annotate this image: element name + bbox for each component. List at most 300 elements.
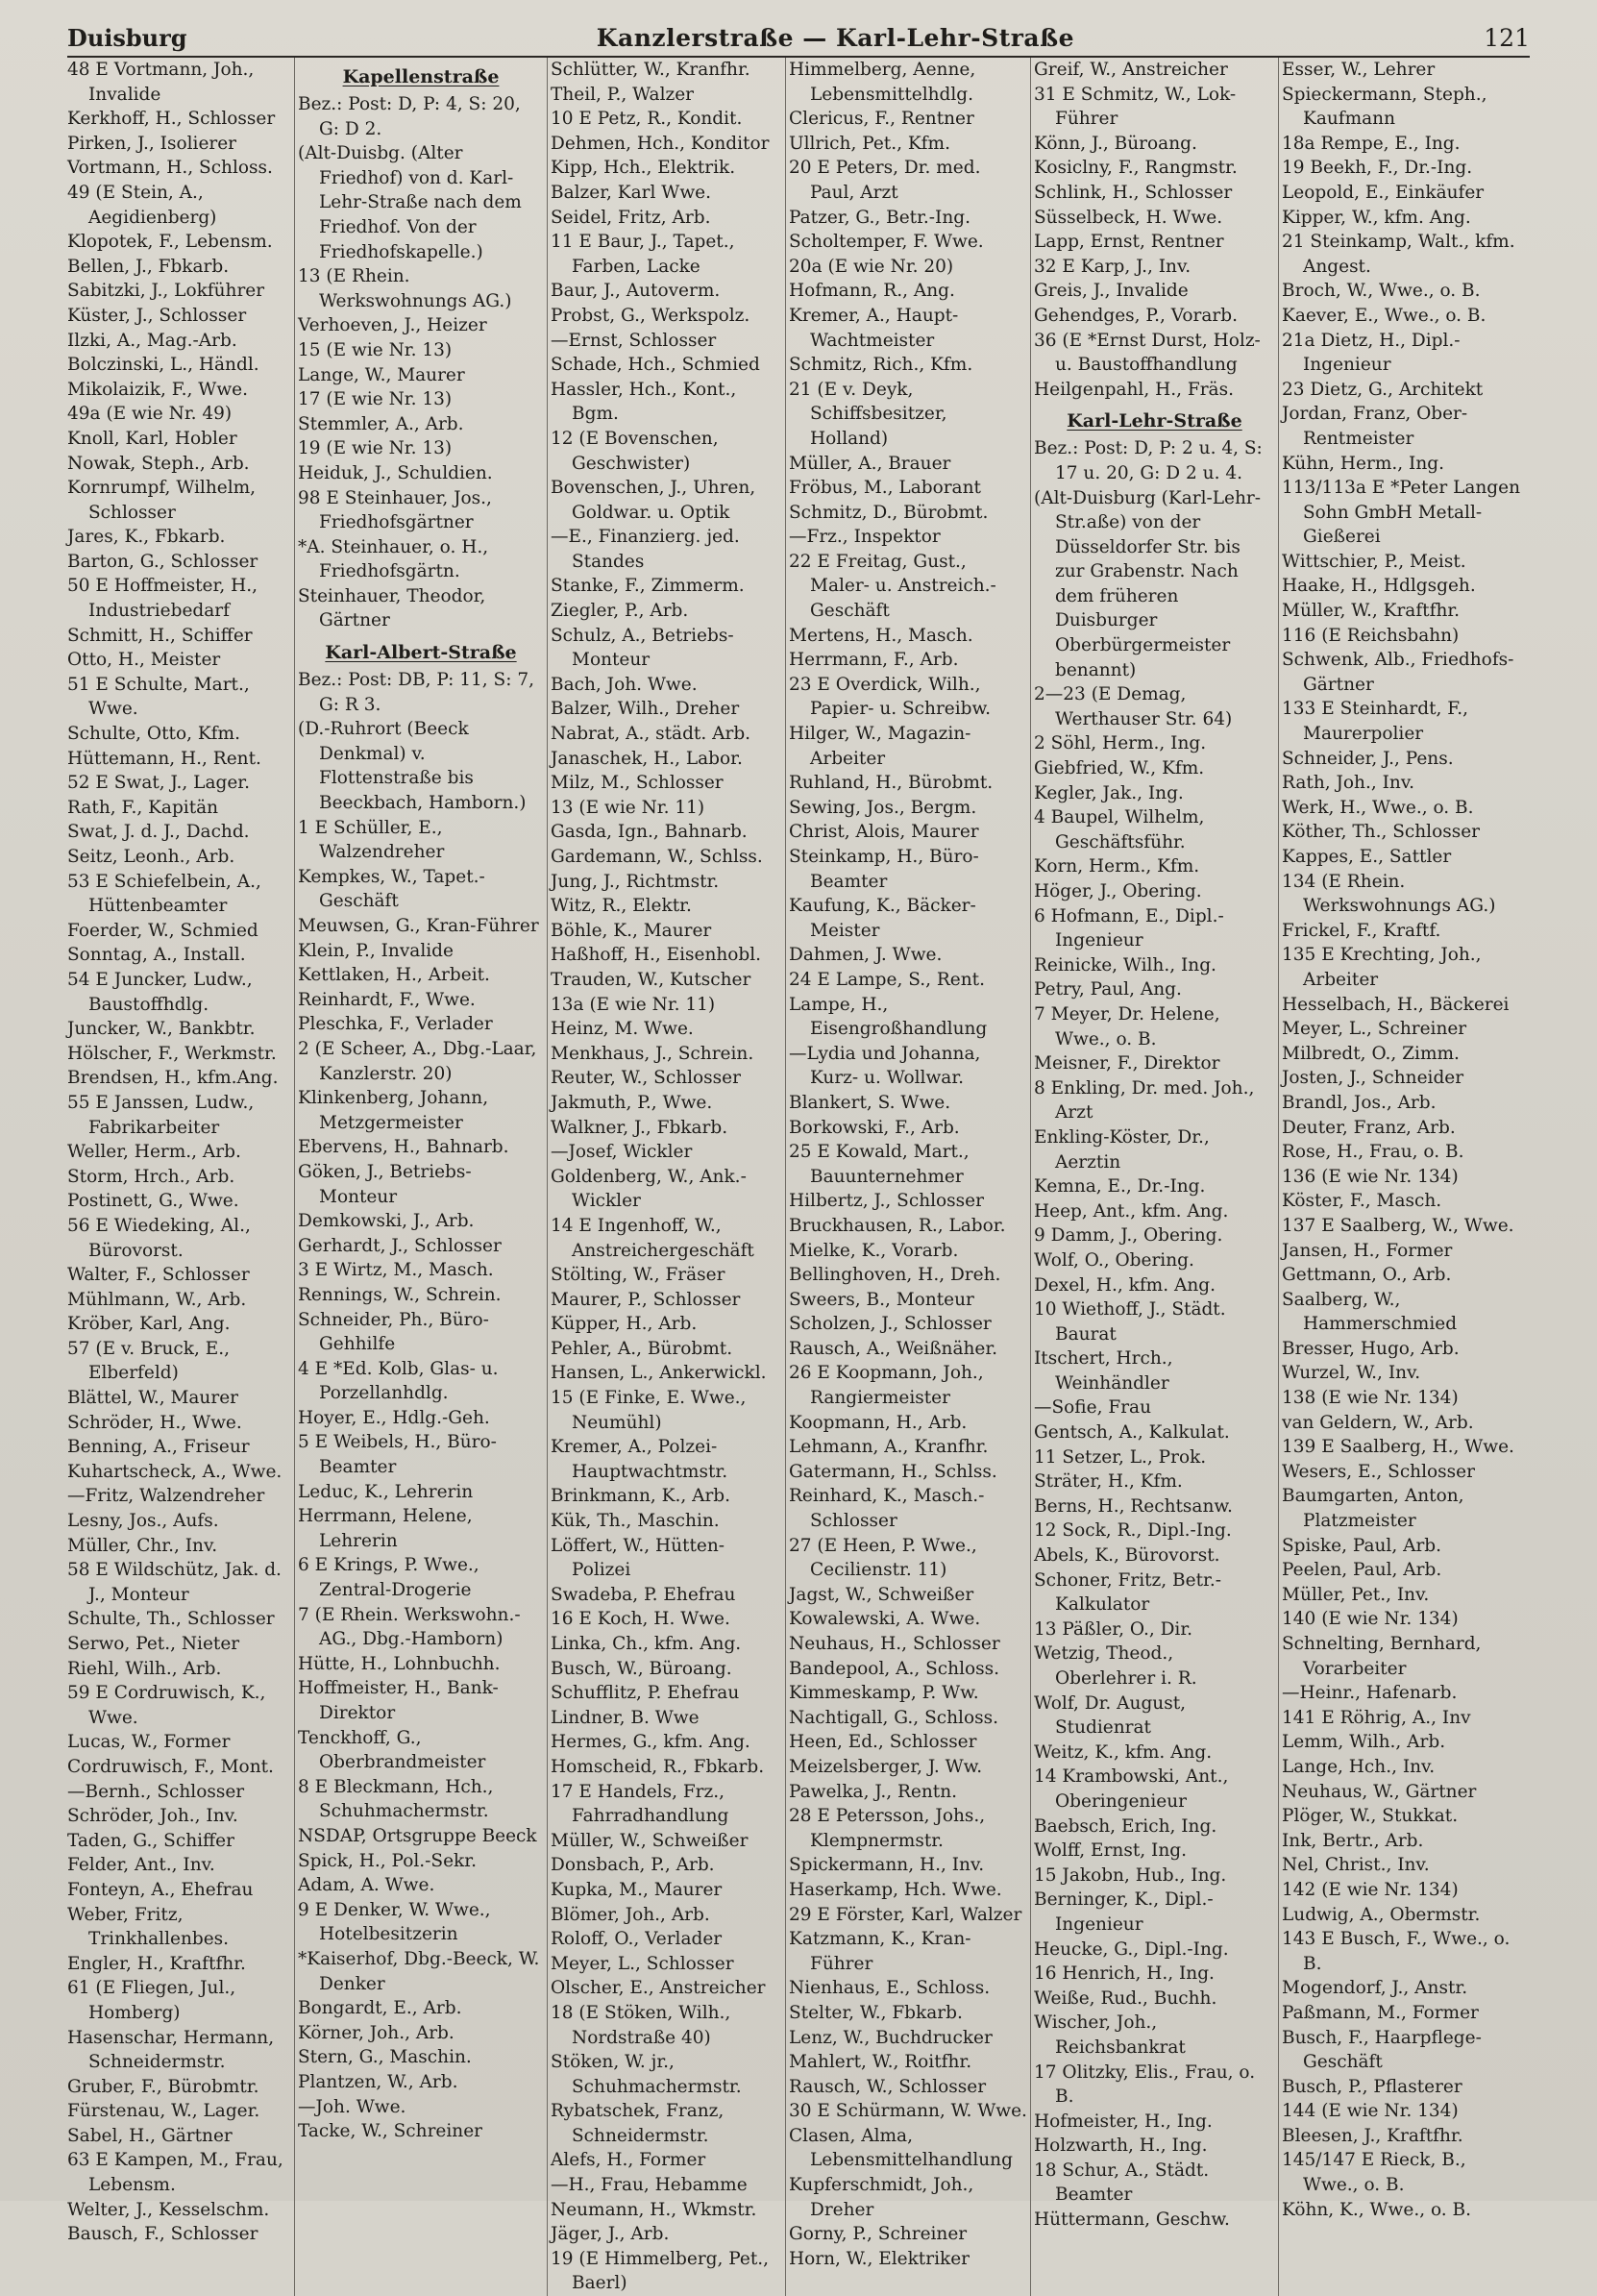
directory-entry: Reinhard, K., Masch.-Schlosser bbox=[789, 1486, 985, 1532]
directory-entry: Meyer, L., Schreiner bbox=[1282, 1019, 1467, 1040]
directory-entry: 23 E Overdick, Wilh., Papier- u. Schreibw. bbox=[789, 674, 992, 720]
directory-entry: Bach, Joh. Wwe. bbox=[551, 674, 698, 695]
directory-entry: Lampe, H., Eisengroßhandlung bbox=[789, 994, 988, 1040]
directory-entry: Weitz, K., kfm. Ang. bbox=[1034, 1741, 1213, 1763]
directory-entry: Demkowski, J., Arb. bbox=[298, 1211, 475, 1232]
directory-entry: Riehl, Wilh., Arb. bbox=[67, 1658, 222, 1679]
directory-entry: Wittschier, P., Meist. bbox=[1282, 551, 1466, 572]
directory-entry: Heen, Ed., Schlosser bbox=[789, 1732, 977, 1753]
directory-entry: Höger, J., Obering. bbox=[1034, 881, 1202, 901]
directory-entry: 14 Krambowski, Ant., Oberingenieur bbox=[1034, 1766, 1229, 1812]
directory-entry: Kupka, M., Maurer bbox=[551, 1879, 723, 1900]
directory-entry: Haßhoff, H., Eisenhobl. bbox=[551, 945, 762, 966]
directory-entry: —Heinr., Hafenarb. bbox=[1282, 1683, 1458, 1704]
directory-entry: Süsselbeck, H. Wwe. bbox=[1034, 207, 1223, 228]
directory-entry: (Alt-Duisburg (Karl-Lehr-Str.aße) von der Düsseldorfer Str. bis zur Grabenstr. Nach dem früheren Duisburger Oberbürgermeister benannt) bbox=[1034, 487, 1261, 680]
directory-entry: Taden, G., Schiffer bbox=[67, 1830, 234, 1851]
directory-entry: Kük, Th., Maschin. bbox=[551, 1511, 720, 1532]
directory-entry: 9 E Denker, W. Wwe., Hotelbesitzerin bbox=[298, 1899, 491, 1945]
directory-entry: Paßmann, M., Former bbox=[1282, 2002, 1479, 2023]
directory-entry: Jakmuth, P., Wwe. bbox=[551, 1092, 713, 1113]
directory-entry: 142 (E wie Nr. 134) bbox=[1282, 1879, 1459, 1900]
directory-entry: Knoll, Karl, Hobler bbox=[67, 428, 237, 449]
columns-container bbox=[67, 58, 1530, 2294]
directory-entry: Reinhardt, F., Wwe. bbox=[298, 989, 476, 1010]
directory-entry: 12 (E Bovenschen, Geschwister) bbox=[551, 428, 719, 474]
directory-entry: Heinz, M. Wwe. bbox=[551, 1019, 694, 1040]
directory-entry: Kühn, Herm., Ing. bbox=[1282, 453, 1444, 474]
directory-entry: 23 Dietz, G., Architekt bbox=[1282, 379, 1484, 400]
directory-entry: 51 E Schulte, Mart., Wwe. bbox=[67, 674, 250, 720]
directory-entry: 9 Damm, J., Obering. bbox=[1034, 1225, 1223, 1247]
directory-entry: Hasenschar, Hermann, Schneidermstr. bbox=[67, 2027, 275, 2073]
directory-entry: 30 E Schürmann, W. Wwe. bbox=[789, 2101, 1027, 2122]
directory-entry: Bleesen, J., Kraftfhr. bbox=[1282, 2125, 1463, 2146]
directory-entry: Kremer, A., Polzei-Hauptwachtmstr. bbox=[551, 1437, 728, 1482]
directory-entry: Stern, G., Maschin. bbox=[298, 2047, 472, 2068]
directory-entry: —Ernst, Schlosser bbox=[551, 330, 717, 351]
directory-entry: Göken, J., Betriebs-Monteur bbox=[298, 1161, 472, 1207]
directory-entry: 14 E Ingenhoff, W., Anstreichergeschäft bbox=[551, 1215, 754, 1261]
directory-entry: 134 (E Rhein. Werkswohnungs AG.) bbox=[1282, 871, 1496, 917]
directory-entry: Spiske, Paul, Arb. bbox=[1282, 1535, 1442, 1556]
directory-entry: Bellen, J., Fbkarb. bbox=[67, 256, 230, 277]
directory-entry: Hofmeister, H., Ing. bbox=[1034, 2111, 1213, 2132]
page-header bbox=[67, 13, 1530, 58]
street-section-title: Karl-Lehr-Straße bbox=[1067, 410, 1242, 432]
directory-entry: 138 (E wie Nr. 134) bbox=[1282, 1388, 1459, 1409]
directory-entry: Dexel, H., kfm. Ang. bbox=[1034, 1274, 1216, 1296]
directory-entry: Hesselbach, H., Bäckerei bbox=[1282, 994, 1510, 1015]
directory-entry: Nel, Christ., Inv. bbox=[1282, 1855, 1430, 1876]
directory-entry: Rath, F., Kapitän bbox=[67, 797, 219, 818]
directory-entry: Sweers, B., Monteur bbox=[789, 1289, 974, 1310]
directory-entry: Holzwarth, H., Ing. bbox=[1034, 2136, 1208, 2157]
directory-entry: Welter, J., Kesselschm. bbox=[67, 2199, 270, 2220]
directory-entry: 133 E Steinhardt, F., Maurerpolier bbox=[1282, 699, 1469, 745]
directory-entry: Donsbach, P., Arb. bbox=[551, 1855, 715, 1876]
directory-entry: Schröder, Joh., Inv. bbox=[67, 1806, 238, 1827]
directory-entry: Haserkamp, Hch. Wwe. bbox=[789, 1879, 1002, 1900]
directory-entry: Kipp, Hch., Elektrik. bbox=[551, 158, 736, 179]
directory-entry: Jansen, H., Former bbox=[1282, 1240, 1453, 1261]
directory-entry: Bresser, Hugo, Arb. bbox=[1282, 1338, 1460, 1359]
directory-entry: Meuwsen, G., Kran-Führer bbox=[298, 916, 539, 936]
directory-entry: Weller, Herm., Arb. bbox=[67, 1142, 241, 1163]
directory-entry: 26 E Koopmann, Joh., Rangiermeister bbox=[789, 1363, 984, 1409]
directory-entry: Spickermann, H., Inv. bbox=[789, 1855, 985, 1876]
directory-entry: Wolf, Dr. August, Studienrat bbox=[1034, 1692, 1187, 1739]
directory-entry: Broch, W., Wwe., o. B. bbox=[1282, 281, 1481, 302]
directory-entry: Schulz, A., Betriebs-Monteur bbox=[551, 625, 734, 671]
directory-entry: Lange, Hch., Inv. bbox=[1282, 1756, 1436, 1777]
directory-entry: Engler, H., Kraftfhr. bbox=[67, 1953, 246, 1974]
directory-entry: Seidel, Fritz, Arb. bbox=[551, 207, 711, 228]
directory-entry: Ludwig, A., Obermstr. bbox=[1282, 1904, 1481, 1925]
directory-entry: Herrmann, Helene, Lehrerin bbox=[298, 1506, 473, 1551]
directory-entry: Barton, G., Schlosser bbox=[67, 551, 258, 572]
directory-entry: Kosiclny, F., Rangmstr. bbox=[1034, 158, 1238, 179]
directory-entry: Itschert, Hrch., Weinhändler bbox=[1034, 1348, 1173, 1394]
directory-entry: 6 Hofmann, E., Dipl.-Ingenieur bbox=[1034, 905, 1224, 951]
directory-entry: 28 E Petersson, Johs., Klempnermstr. bbox=[789, 1806, 986, 1851]
directory-entry: Wolf, O., Obering. bbox=[1034, 1249, 1194, 1271]
directory-entry: Bez.: Post: DB, P: 11, S: 7, G: R 3. bbox=[298, 670, 534, 715]
directory-entry: Schwenk, Alb., Friedhofs-Gärtner bbox=[1282, 650, 1514, 695]
directory-entry: 7 (E Rhein. Werkswohn.-AG., Dbg.-Hamborn) bbox=[298, 1604, 521, 1650]
directory-entry: Bausch, F., Schlosser bbox=[67, 2224, 258, 2245]
directory-entry: 22 E Freitag, Gust., Maler- u. Anstreich.-Geschäft bbox=[789, 551, 996, 622]
directory-entry: Rybatschek, Franz, Schneidermstr. bbox=[551, 2101, 725, 2146]
directory-entry: Cordruwisch, F., Mont. bbox=[67, 1756, 274, 1777]
directory-entry: Clericus, F., Rentner bbox=[789, 109, 974, 130]
directory-entry: Hüttermann, Geschw. bbox=[1034, 2210, 1230, 2231]
directory-entry: Hilger, W., Magazin-Arbeiter bbox=[789, 724, 971, 769]
directory-entry: Kemna, E., Dr.-Ing. bbox=[1034, 1176, 1206, 1197]
directory-entry: Rausch, A., Weißnäher. bbox=[789, 1338, 998, 1359]
directory-entry: Haake, H., Hdlgsgeh. bbox=[1282, 576, 1476, 597]
directory-entry: Petry, Paul, Ang. bbox=[1034, 979, 1182, 1000]
directory-entry: Plöger, W., Stukkat. bbox=[1282, 1806, 1459, 1827]
directory-entry: Bez.: Post: D, P: 2 u. 4, S: 17 u. 20, G: D 2 u. 4. bbox=[1034, 438, 1263, 483]
directory-entry: Werk, H., Wwe., o. B. bbox=[1282, 797, 1474, 818]
directory-entry: 13 (E wie Nr. 11) bbox=[551, 797, 705, 818]
directory-entry: Mühlmann, W., Arb. bbox=[67, 1289, 247, 1310]
directory-entry: Maurer, P., Schlosser bbox=[551, 1289, 741, 1310]
column-1 bbox=[67, 58, 295, 2296]
directory-entry: 143 E Busch, F., Wwe., o. B. bbox=[1282, 1929, 1511, 1974]
directory-entry: (D.-Ruhrort (Beeck Denkmal) v. Flottenstraße bis Beeckbach, Hamborn.) bbox=[298, 719, 527, 814]
directory-entry: Walter, F., Schlosser bbox=[67, 1265, 250, 1286]
directory-entry: Wurzel, W., Inv. bbox=[1282, 1363, 1421, 1384]
directory-entry: *Kaiserhof, Dbg.-Beeck, W. Denker bbox=[298, 1948, 540, 1994]
directory-entry: Brandl, Jos., Arb. bbox=[1282, 1092, 1437, 1113]
directory-entry: Könn, J., Büroang. bbox=[1034, 133, 1197, 154]
directory-entry: 8 E Bleckmann, Hch., Schuhmachermstr. bbox=[298, 1776, 494, 1822]
directory-entry: Horn, W., Elektriker bbox=[789, 2248, 970, 2269]
directory-entry: Pirken, J., Isolierer bbox=[67, 133, 237, 154]
column-2 bbox=[298, 58, 548, 2296]
directory-entry: (Alt-Duisbg. (Alter Friedhof) von d. Karl-Lehr-Straße nach dem Friedhof. Von der Friedhofskapelle.) bbox=[298, 143, 522, 262]
directory-entry: Kappes, E., Sattler bbox=[1282, 847, 1452, 867]
directory-entry: 53 E Schiefelbein, A., Hüttenbeamter bbox=[67, 871, 261, 917]
directory-entry: Scholzen, J., Schlosser bbox=[789, 1314, 992, 1335]
directory-entry: Olscher, E., Anstreicher bbox=[551, 1978, 766, 1999]
directory-entry: Theil, P., Walzer bbox=[551, 84, 695, 105]
directory-entry: Bruckhausen, R., Labor. bbox=[789, 1215, 1006, 1236]
directory-entry: 16 E Koch, H. Wwe. bbox=[551, 1609, 730, 1630]
directory-entry: Böhle, K., Maurer bbox=[551, 920, 712, 941]
directory-entry: 116 (E Reichsbahn) bbox=[1282, 625, 1460, 646]
directory-entry: Schade, Hch., Schmied bbox=[551, 355, 760, 376]
directory-entry: Brinkmann, K., Arb. bbox=[551, 1486, 731, 1507]
directory-entry: Milz, M., Schlosser bbox=[551, 773, 724, 794]
street-section-title: Karl-Albert-Straße bbox=[325, 642, 517, 664]
directory-entry: Gatermann, H., Schlss. bbox=[789, 1461, 997, 1482]
directory-entry: Reinicke, Wilh., Ing. bbox=[1034, 954, 1216, 975]
directory-entry: Rose, H., Frau, o. B. bbox=[1282, 1142, 1464, 1163]
directory-entry: 3 E Wirtz, M., Masch. bbox=[298, 1260, 494, 1281]
directory-entry: Meyer, L., Schlosser bbox=[551, 1953, 734, 1974]
directory-entry: 36 (E *Ernst Durst, Holz- u. Baustoffhandlung bbox=[1034, 330, 1261, 376]
directory-entry: Mielke, K., Vorarb. bbox=[789, 1240, 959, 1261]
directory-entry: Pawelka, J., Rentn. bbox=[789, 1781, 957, 1802]
directory-entry: Serwo, Pet., Nieter bbox=[67, 1634, 240, 1654]
directory-entry: Kerkhoff, H., Schlosser bbox=[67, 109, 276, 130]
directory-entry: Blömer, Joh., Arb. bbox=[551, 1904, 710, 1925]
directory-entry: Milbredt, O., Zimm. bbox=[1282, 1043, 1460, 1064]
directory-entry: Köster, F., Masch. bbox=[1282, 1191, 1442, 1212]
directory-entry: Hüttemann, H., Rent. bbox=[67, 748, 261, 769]
directory-entry: Hassler, Hch., Kont., Bgm. bbox=[551, 379, 737, 425]
directory-entry: Berninger, K., Dipl.-Ingenieur bbox=[1034, 1889, 1214, 1935]
directory-entry: Goldenberg, W., Ank.-Wickler bbox=[551, 1166, 747, 1212]
directory-entry: Schneider, Ph., Büro-Gehhilfe bbox=[298, 1309, 489, 1355]
directory-entry: 24 E Lampe, S., Rent. bbox=[789, 969, 985, 990]
directory-entry: Juncker, W., Bankbtr. bbox=[67, 1019, 256, 1040]
directory-entry: Wetzig, Theod., Oberlehrer i. R. bbox=[1034, 1643, 1197, 1689]
directory-entry: Neumann, H., Wkmstr. bbox=[551, 2199, 757, 2220]
directory-entry: 15 Jakobn, Hub., Ing. bbox=[1034, 1864, 1227, 1886]
directory-entry: van Geldern, W., Arb. bbox=[1282, 1412, 1474, 1433]
directory-entry: Hoyer, E., Hdlg.-Geh. bbox=[298, 1407, 490, 1428]
directory-entry: Wesers, E., Schlosser bbox=[1282, 1461, 1475, 1482]
directory-entry: Stanke, F., Zimmerm. bbox=[551, 576, 745, 597]
directory-entry: 8 Enkling, Dr. med. Joh., Arzt bbox=[1034, 1077, 1255, 1123]
directory-entry: 20 E Peters, Dr. med. Paul, Arzt bbox=[789, 158, 981, 203]
directory-entry: 56 E Wiedeking, Al., Bürovorst. bbox=[67, 1215, 251, 1261]
directory-entry: Swadeba, P. Ehefrau bbox=[551, 1584, 736, 1605]
directory-entry: Menkhaus, J., Schrein. bbox=[551, 1043, 754, 1064]
directory-entry: 10 Wiethoff, J., Städt. Baurat bbox=[1034, 1299, 1226, 1345]
city-name: Duisburg bbox=[67, 24, 187, 52]
directory-entry: Nabrat, A., städt. Arb. bbox=[551, 724, 751, 745]
directory-entry: Witz, R., Elektr. bbox=[551, 896, 692, 917]
directory-entry: Lucas, W., Former bbox=[67, 1732, 231, 1753]
directory-entry: 27 (E Heen, P. Wwe., Cecilienstr. 11) bbox=[789, 1535, 977, 1581]
directory-entry: Trauden, W., Kutscher bbox=[551, 969, 751, 990]
directory-entry: Mikolaizik, F., Wwe. bbox=[67, 379, 248, 400]
directory-entry: Bolczinski, L., Händl. bbox=[67, 355, 259, 376]
directory-entry: Clasen, Alma, Lebensmittelhandlung bbox=[789, 2125, 1013, 2171]
directory-entry: 18 Schur, A., Städt. Beamter bbox=[1034, 2160, 1210, 2206]
directory-entry: Benning, A., Friseur bbox=[67, 1437, 250, 1458]
directory-entry: Frickel, F., Kraftf. bbox=[1282, 920, 1441, 941]
directory-entry: 11 Setzer, L., Prok. bbox=[1034, 1446, 1207, 1468]
directory-entry: Hoffmeister, H., Bank-Direktor bbox=[298, 1678, 499, 1723]
directory-entry: Schulte, Th., Schlosser bbox=[67, 1609, 275, 1630]
directory-entry: Jung, J., Richtmstr. bbox=[551, 871, 720, 892]
column-3 bbox=[551, 58, 786, 2296]
directory-entry: 13 (E Rhein. Werkswohnungs AG.) bbox=[298, 266, 512, 311]
directory-entry: Deuter, Franz, Arb. bbox=[1282, 1117, 1456, 1138]
directory-entry: 19 Beekh, F., Dr.-Ing. bbox=[1282, 158, 1473, 179]
directory-entry: 1 E Schüller, E., Walzendreher bbox=[298, 817, 445, 863]
directory-entry: —Lydia und Johanna, Kurz- u. Wollwar. bbox=[789, 1043, 981, 1089]
directory-entry: Alefs, H., Former bbox=[551, 2150, 706, 2171]
directory-entry: 55 E Janssen, Ludw., Fabrikarbeiter bbox=[67, 1092, 255, 1138]
directory-entry: Kaever, E., Wwe., o. B. bbox=[1282, 305, 1486, 326]
directory-entry: Saalberg, W., Hammerschmied bbox=[1282, 1289, 1458, 1335]
directory-entry: Gruber, F., Bürobmtr. bbox=[67, 2076, 259, 2097]
directory-entry: Nienhaus, E., Schloss. bbox=[789, 1978, 991, 1999]
directory-entry: 13 Päßler, O., Dir. bbox=[1034, 1618, 1193, 1640]
directory-entry: —Josef, Wickler bbox=[551, 1142, 693, 1163]
directory-entry: Heucke, G., Dipl.-Ing. bbox=[1034, 1938, 1229, 1960]
street-section-title: Kapellenstraße bbox=[342, 66, 500, 87]
directory-entry: Schnelting, Bernhard, Vorarbeiter bbox=[1282, 1634, 1482, 1679]
directory-entry: Heilgenpahl, H., Fräs. bbox=[1034, 379, 1234, 400]
directory-entry: Jagst, W., Schweißer bbox=[789, 1584, 974, 1605]
directory-entry: Kowalewski, A. Wwe. bbox=[789, 1609, 981, 1630]
directory-entry: Heep, Ant., kfm. Ang. bbox=[1034, 1200, 1229, 1222]
directory-entry: Gentsch, A., Kalkulat. bbox=[1034, 1422, 1230, 1444]
directory-entry: 31 E Schmitz, W., Lok-Führer bbox=[1034, 84, 1237, 130]
directory-entry: 58 E Wildschütz, Jak. d. J., Monteur bbox=[67, 1560, 282, 1605]
directory-entry: 2 Söhl, Herm., Ing. bbox=[1034, 733, 1207, 754]
directory-entry: Fröbus, M., Laborant bbox=[789, 478, 981, 499]
directory-entry: 17 (E wie Nr. 13) bbox=[298, 389, 453, 410]
directory-entry: Weber, Fritz, Trinkhallenbes. bbox=[67, 1904, 230, 1950]
directory-entry: Greif, W., Anstreicher bbox=[1034, 60, 1228, 80]
directory-entry: Hermes, G., kfm. Ang. bbox=[551, 1732, 750, 1753]
directory-entry: 11 E Baur, J., Tapet., Farben, Lacke bbox=[551, 232, 735, 277]
directory-entry: 137 E Saalberg, W., Wwe. bbox=[1282, 1215, 1514, 1236]
directory-entry: Küster, J., Schlosser bbox=[67, 305, 247, 326]
directory-entry: Steinhauer, Theodor, Gärtner bbox=[298, 585, 486, 631]
directory-entry: Jares, K., Fbkarb. bbox=[67, 527, 226, 548]
directory-entry: Küpper, H., Arb. bbox=[551, 1314, 698, 1335]
directory-entry: Wolff, Ernst, Ing. bbox=[1034, 1840, 1187, 1862]
directory-entry: Ilzki, A., Mag.-Arb. bbox=[67, 330, 237, 351]
directory-entry: Giebfried, W., Kfm. bbox=[1034, 758, 1205, 779]
directory-entry: Swat, J. d. J., Dachd. bbox=[67, 822, 250, 843]
directory-entry: 19 (E wie Nr. 13) bbox=[298, 438, 453, 459]
directory-entry: 15 (E Finke, E. Wwe., Neumühl) bbox=[551, 1388, 747, 1433]
directory-entry: Koopmann, H., Arb. bbox=[789, 1412, 968, 1433]
directory-entry: Fürstenau, W., Lager. bbox=[67, 2101, 260, 2122]
directory-entry: 48 E Vortmann, Joh., Invalide bbox=[67, 60, 255, 105]
directory-entry: Felder, Ant., Inv. bbox=[67, 1855, 215, 1876]
directory-entry: Ink, Bertr., Arb. bbox=[1282, 1830, 1424, 1851]
directory-entry: Müller, W., Schweißer bbox=[551, 1830, 749, 1851]
directory-entry: Foerder, W., Schmied bbox=[67, 920, 258, 941]
directory-entry: Berns, H., Rechtsanw. bbox=[1034, 1495, 1233, 1517]
directory-entry: Schlink, H., Schlosser bbox=[1034, 182, 1233, 203]
directory-entry: 20a (E wie Nr. 20) bbox=[789, 256, 954, 277]
directory-entry: Greis, J., Invalide bbox=[1034, 281, 1189, 302]
directory-entry: Sabel, H., Gärtner bbox=[67, 2125, 233, 2146]
directory-entry: Gardemann, W., Schlss. bbox=[551, 847, 763, 867]
directory-entry: Bongardt, E., Arb. bbox=[298, 1998, 462, 2019]
directory-entry: 57 (E v. Bruck, E., Elberfeld) bbox=[67, 1338, 230, 1384]
directory-entry: 21a Dietz, H., Dipl.-Ingenieur bbox=[1282, 330, 1461, 376]
directory-entry: 21 Steinkamp, Walt., kfm. Angest. bbox=[1282, 232, 1515, 277]
directory-entry: 12 Sock, R., Dipl.-Ing. bbox=[1034, 1520, 1232, 1542]
directory-entry: Peelen, Paul, Arb. bbox=[1282, 1560, 1442, 1581]
directory-entry: Neuhaus, W., Gärtner bbox=[1282, 1781, 1477, 1802]
directory-entry: 54 E Juncker, Ludw., Baustoffhdlg. bbox=[67, 969, 253, 1015]
directory-entry: 10 E Petz, R., Kondit. bbox=[551, 109, 743, 130]
directory-entry: Schröder, H., Wwe. bbox=[67, 1412, 242, 1433]
directory-entry: Stölting, W., Fräser bbox=[551, 1265, 725, 1286]
directory-entry: Blättel, W., Maurer bbox=[67, 1388, 238, 1409]
directory-entry: Ullrich, Pet., Kfm. bbox=[789, 133, 950, 154]
directory-entry: Baumgarten, Anton, Platzmeister bbox=[1282, 1486, 1464, 1532]
directory-entry: 4 E *Ed. Kolb, Glas- u. Porzellanhdlg. bbox=[298, 1358, 499, 1404]
directory-entry: Sabitzki, J., Lokführer bbox=[67, 281, 265, 302]
directory-entry: Gerhardt, J., Schlosser bbox=[298, 1235, 502, 1256]
directory-entry: Busch, P., Pflasterer bbox=[1282, 2076, 1462, 2097]
directory-entry: Patzer, G., Betr.-Ing. bbox=[789, 207, 970, 228]
directory-entry: Schoner, Fritz, Betr.-Kalkulator bbox=[1034, 1569, 1221, 1616]
directory-entry: Leduc, K., Lehrerin bbox=[298, 1481, 474, 1502]
directory-entry: Lapp, Ernst, Rentner bbox=[1034, 232, 1224, 253]
directory-entry: Schmitz, D., Bürobmt. bbox=[789, 502, 989, 523]
directory-entry: Kipper, W., kfm. Ang. bbox=[1282, 207, 1471, 228]
directory-entry: Baebsch, Erich, Ing. bbox=[1034, 1815, 1217, 1837]
directory-entry: Blankert, S. Wwe. bbox=[789, 1092, 951, 1113]
directory-entry: Verhoeven, J., Heizer bbox=[298, 315, 487, 336]
directory-entry: 2—23 (E Demag, Werthauser Str. 64) bbox=[1034, 684, 1233, 729]
directory-entry: Christ, Alois, Maurer bbox=[789, 822, 979, 843]
directory-entry: 6 E Krings, P. Wwe., Zentral-Drogerie bbox=[298, 1555, 479, 1601]
directory-entry: Mertens, H., Masch. bbox=[789, 625, 973, 646]
directory-entry: Scholtemper, F. Wwe. bbox=[789, 232, 984, 253]
directory-entry: —Frz., Inspektor bbox=[789, 527, 941, 548]
directory-entry: Linka, Ch., kfm. Ang. bbox=[551, 1634, 742, 1654]
directory-entry: Katzmann, K., Kran-Führer bbox=[789, 1929, 971, 1974]
directory-entry: Mogendorf, J., Anstr. bbox=[1282, 1978, 1468, 1999]
directory-entry: 21 (E v. Deyk, Schiffsbesitzer, Holland) bbox=[789, 379, 947, 449]
directory-entry: Bandepool, A., Schloss. bbox=[789, 1658, 1000, 1679]
directory-entry: Himmelberg, Aenne, Lebensmittelhdlg. bbox=[789, 60, 976, 105]
directory-entry: Lesny, Jos., Aufs. bbox=[67, 1511, 219, 1532]
directory-entry: Esser, W., Lehrer bbox=[1282, 60, 1436, 80]
directory-entry: Köhn, K., Wwe., o. B. bbox=[1282, 2199, 1472, 2220]
directory-entry: Hilbertz, J., Schlosser bbox=[789, 1191, 984, 1212]
directory-entry: Neuhaus, H., Schlosser bbox=[789, 1634, 1000, 1654]
directory-entry: Schmitz, Rich., Kfm. bbox=[789, 355, 973, 376]
directory-entry: 29 E Förster, Karl, Walzer bbox=[789, 1904, 1022, 1925]
directory-entry: 5 E Weibels, H., Büro-Beamter bbox=[298, 1432, 497, 1478]
directory-entry: Gasda, Ign., Bahnarb. bbox=[551, 822, 748, 843]
directory-entry: Rausch, W., Schlosser bbox=[789, 2076, 987, 2097]
directory-entry: Klein, P., Invalide bbox=[298, 940, 454, 961]
directory-entry: 141 E Röhrig, A., Inv bbox=[1282, 1707, 1471, 1728]
directory-entry: Dahmen, J. Wwe. bbox=[789, 945, 943, 966]
directory-entry: 49a (E wie Nr. 49) bbox=[67, 404, 233, 425]
directory-entry: Kettlaken, H., Arbeit. bbox=[298, 965, 490, 986]
directory-entry: Vortmann, H., Schloss. bbox=[67, 158, 273, 179]
directory-entry: Josten, J., Schneider bbox=[1282, 1068, 1464, 1089]
directory-entry: Reuter, W., Schlosser bbox=[551, 1068, 741, 1089]
directory-entry: —Bernh., Schlosser bbox=[67, 1781, 245, 1802]
directory-entry: —H., Frau, Hebamme bbox=[551, 2175, 748, 2196]
directory-entry: Pehler, A., Bürobmt. bbox=[551, 1338, 733, 1359]
directory-entry: Bellinghoven, H., Dreh. bbox=[789, 1265, 1001, 1286]
directory-entry: Dehmen, Hch., Konditor bbox=[551, 133, 770, 154]
directory-entry: Jäger, J., Arb. bbox=[551, 2224, 670, 2245]
directory-entry: 16 Henrich, H., Ing. bbox=[1034, 1963, 1215, 1985]
directory-entry: Heiduk, J., Schuldien. bbox=[298, 462, 493, 483]
directory-entry: Fonteyn, A., Ehefrau bbox=[67, 1879, 254, 1900]
directory-entry: Kupferschmidt, Joh., Dreher bbox=[789, 2175, 974, 2220]
directory-entry: Tacke, W., Schreiner bbox=[298, 2121, 483, 2142]
directory-entry: 139 E Saalberg, H., Wwe. bbox=[1282, 1437, 1514, 1458]
directory-entry: Weiße, Rud., Buchh. bbox=[1034, 1987, 1217, 2009]
directory-entry: 13a (E wie Nr. 11) bbox=[551, 994, 716, 1015]
